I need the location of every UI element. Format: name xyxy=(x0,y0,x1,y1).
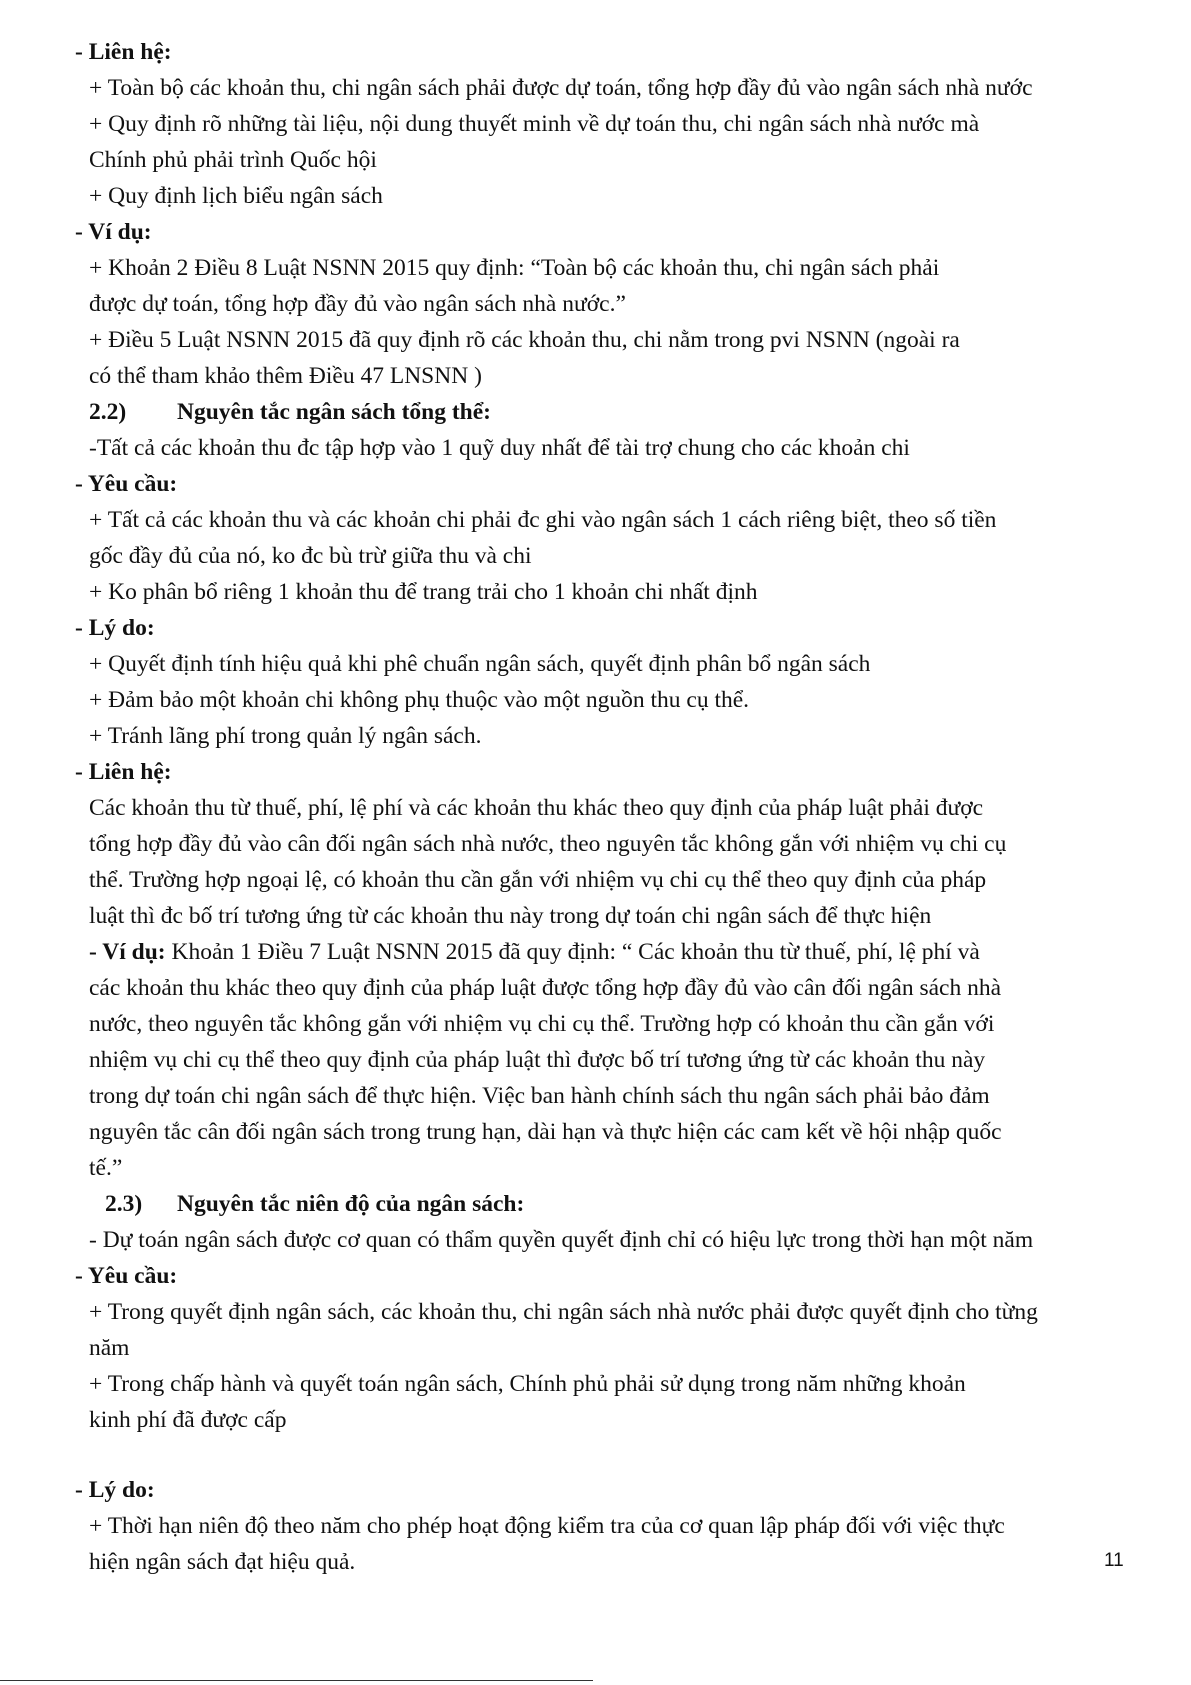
inline-heading-vi-du: - Ví dụ: xyxy=(89,939,166,965)
text-line: luật thì đc bố trí tương ứng từ các khoản thu này trong dự toán chi ngân sách để thực hiện xyxy=(89,903,932,929)
page-number: 11 xyxy=(1104,1550,1124,1571)
text-line: + Tránh lãng phí trong quản lý ngân sách. xyxy=(89,723,482,749)
text-line: được dự toán, tổng hợp đầy đủ vào ngân sách nhà nước.” xyxy=(89,291,626,317)
text-line xyxy=(89,934,980,970)
text-line: - Dự toán ngân sách được cơ quan có thẩm quyền quyết định chỉ có hiệu lực trong thời hạn một năm xyxy=(89,1227,1034,1253)
inline-text: Khoản 1 Điều 7 Luật NSNN 2015 đã quy định: “ Các khoản thu từ thuế, phí, lệ phí và xyxy=(165,939,980,965)
text-line: + Khoản 2 Điều 8 Luật NSNN 2015 quy định: “Toàn bộ các khoản thu, chi ngân sách phải xyxy=(89,255,940,281)
text-line: + Ko phân bổ riêng 1 khoản thu để trang trải cho 1 khoản chi nhất định xyxy=(89,579,758,605)
text-line: tổng hợp đầy đủ vào cân đối ngân sách nhà nước, theo nguyên tắc không gắn với nhiệm vụ chi cụ xyxy=(89,831,1007,857)
text-line: nước, theo nguyên tắc không gắn với nhiệm vụ chi cụ thể. Trường hợp có khoản thu cần gắn với xyxy=(89,1011,995,1037)
text-line: + Quy định lịch biểu ngân sách xyxy=(89,183,383,209)
text-line: gốc đầy đủ của nó, ko đc bù trừ giữa thu và chi xyxy=(89,543,532,569)
text-line: + Tất cả các khoản thu và các khoản chi phải đc ghi vào ngân sách 1 cách riêng biệt, theo số tiền xyxy=(89,507,997,533)
heading-lien-he: - Liên hệ: xyxy=(75,39,172,65)
section-title: Nguyên tắc niên độ của ngân sách: xyxy=(177,1191,525,1217)
section-title: Nguyên tắc ngân sách tổng thể: xyxy=(177,399,492,425)
heading-vi-du: - Ví dụ: xyxy=(75,219,152,245)
text-line: kinh phí đã được cấp xyxy=(89,1407,287,1433)
text-line: + Trong quyết định ngân sách, các khoản thu, chi ngân sách nhà nước phải được quyết định cho từng xyxy=(89,1299,1038,1325)
section-number: 2.3) xyxy=(105,1191,143,1217)
text-line: + Toàn bộ các khoản thu, chi ngân sách phải được dự toán, tổng hợp đầy đủ vào ngân sách nhà nước xyxy=(89,75,1033,101)
text-line: trong dự toán chi ngân sách để thực hiện. Việc ban hành chính sách thu ngân sách phải bảo đảm xyxy=(89,1083,990,1109)
heading-yeu-cau: - Yêu cầu: xyxy=(75,471,178,497)
text-line: thể. Trường hợp ngoại lệ, có khoản thu cần gắn với nhiệm vụ chi cụ thể theo quy định của pháp xyxy=(89,867,987,893)
text-line: có thể tham khảo thêm Điều 47 LNSNN ) xyxy=(89,363,482,389)
section-number: 2.2) xyxy=(89,399,127,425)
text-line: Chính phủ phải trình Quốc hội xyxy=(89,147,377,173)
text-line: + Trong chấp hành và quyết toán ngân sách, Chính phủ phải sử dụng trong năm những khoản xyxy=(89,1371,966,1397)
text-line: nhiệm vụ chi cụ thể theo quy định của pháp luật thì được bố trí tương ứng từ các khoản thu này xyxy=(89,1047,986,1073)
text-line: hiện ngân sách đạt hiệu quả. xyxy=(89,1549,356,1575)
text-line: nguyên tắc cân đối ngân sách trong trung hạn, dài hạn và thực hiện các cam kết về hội nhập quốc xyxy=(89,1119,1002,1145)
text-line: + Thời hạn niên độ theo năm cho phép hoạt động kiểm tra của cơ quan lập pháp đối với việc thực xyxy=(89,1513,1005,1539)
heading-lien-he: - Liên hệ: xyxy=(75,759,172,785)
text-line: + Quy định rõ những tài liệu, nội dung thuyết minh về dự toán thu, chi ngân sách nhà nước mà xyxy=(89,111,980,137)
text-line: -Tất cả các khoản thu đc tập hợp vào 1 quỹ duy nhất để tài trợ chung cho các khoản chi xyxy=(89,435,910,461)
text-line: Các khoản thu từ thuế, phí, lệ phí và các khoản thu khác theo quy định của pháp luật phải được xyxy=(89,795,984,821)
heading-yeu-cau: - Yêu cầu: xyxy=(75,1263,178,1289)
text-line: + Quyết định tính hiệu quả khi phê chuẩn ngân sách, quyết định phân bổ ngân sách xyxy=(89,651,871,677)
footer-rule xyxy=(0,1680,593,1681)
heading-ly-do: - Lý do: xyxy=(75,1477,155,1503)
heading-ly-do: - Lý do: xyxy=(75,615,155,641)
text-line: các khoản thu khác theo quy định của pháp luật được tổng hợp đầy đủ vào cân đối ngân sách nhà xyxy=(89,975,1002,1001)
text-line: + Đảm bảo một khoản chi không phụ thuộc vào một nguồn thu cụ thể. xyxy=(89,687,750,713)
text-line: tế.” xyxy=(89,1155,123,1181)
text-line: + Điều 5 Luật NSNN 2015 đã quy định rõ các khoản thu, chi nằm trong pvi NSNN (ngoài ra xyxy=(89,327,960,353)
text-line: năm xyxy=(89,1335,130,1361)
